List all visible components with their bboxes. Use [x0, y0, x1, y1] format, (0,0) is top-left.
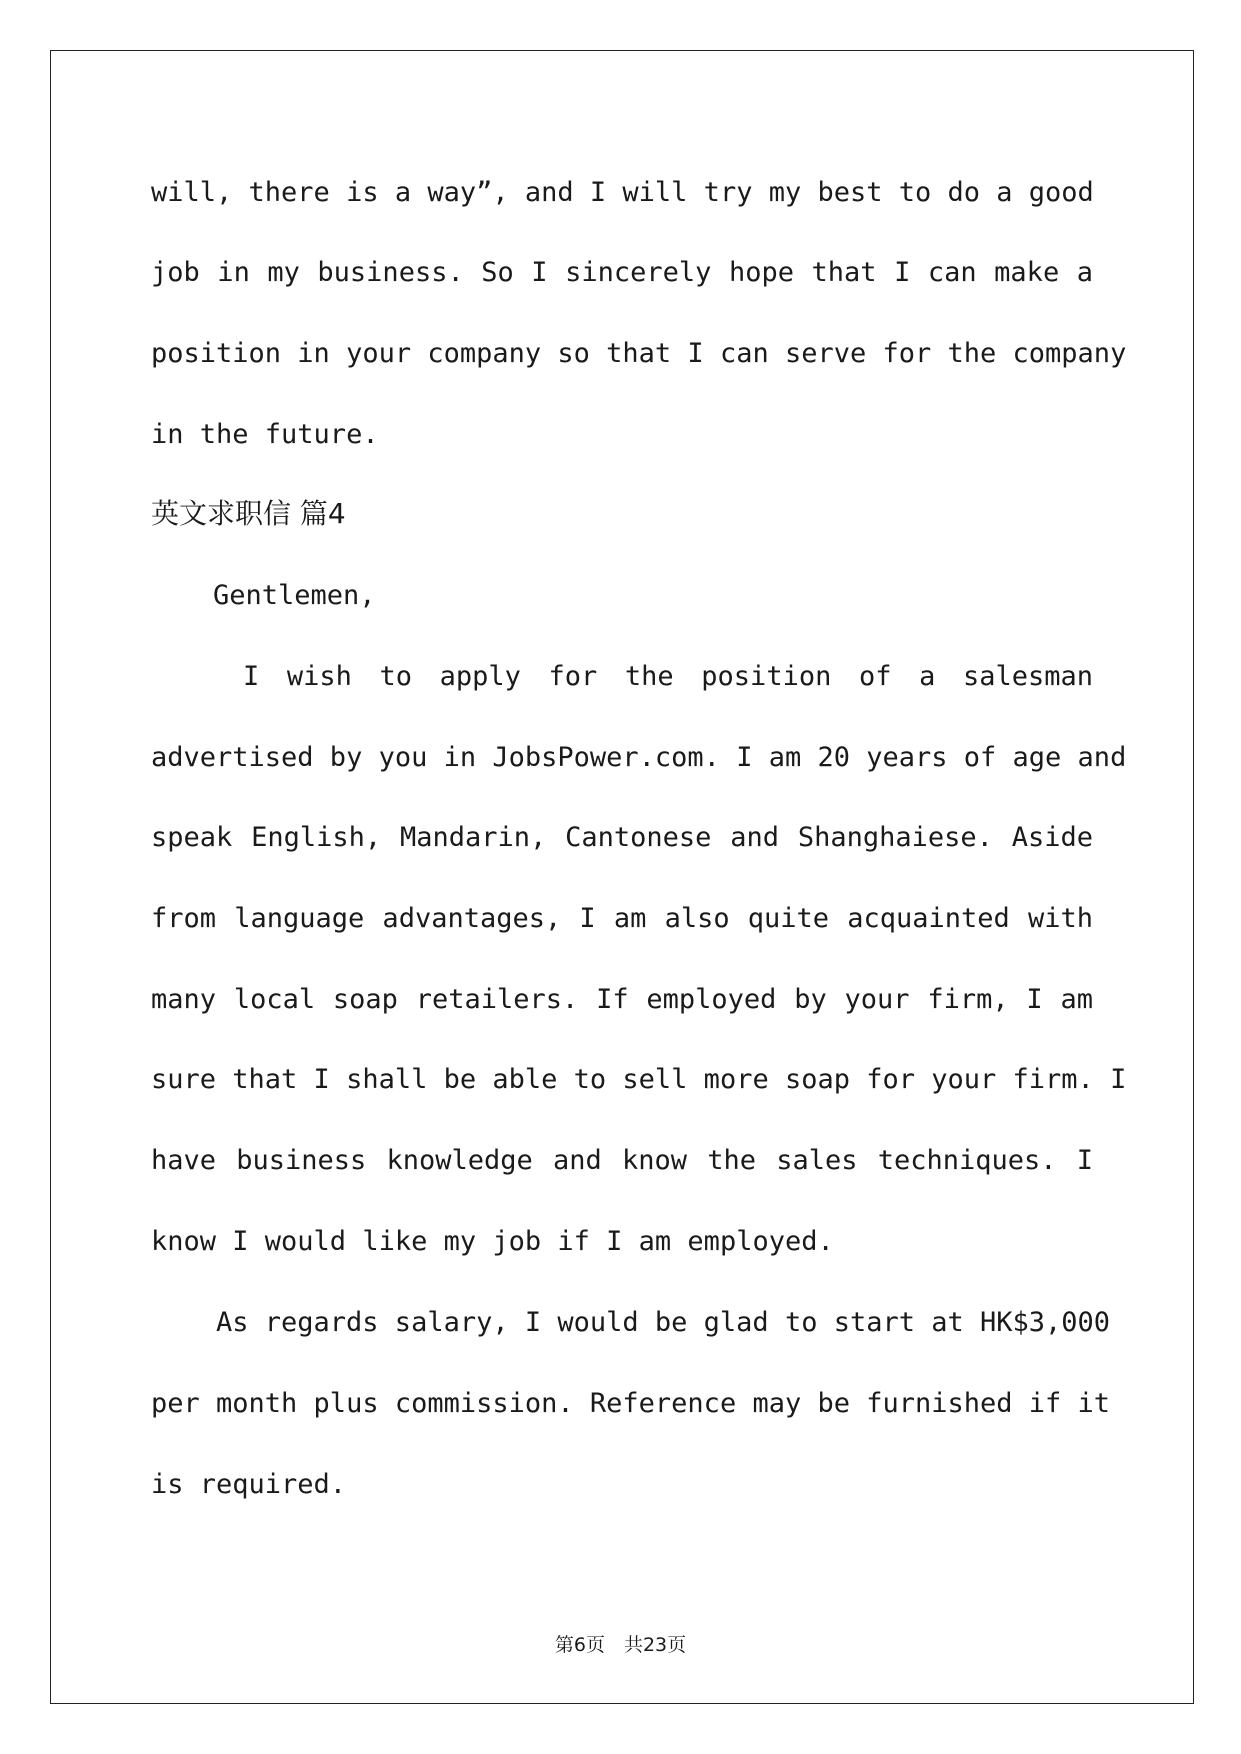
section-heading: 英文求职信 篇4: [151, 497, 346, 530]
text-line: per month plus commission. Reference may be furnished if it: [151, 1388, 1111, 1419]
salutation: Gentlemen,: [213, 580, 376, 611]
text-line: in the future.: [151, 419, 379, 450]
text-line: know I would like my job if I am employed.: [151, 1226, 834, 1257]
text-line: from language advantages, I am also quite acquainted with: [151, 903, 1093, 934]
text-line: will, there is a way”, and I will try my best to do a good: [151, 177, 1094, 208]
text-line: have business knowledge and know the sales techniques. I: [151, 1145, 1093, 1176]
text-line: position in your company so that I can serve for the company: [151, 338, 1127, 369]
text-line: job in my business. So I sincerely hope that I can make a: [151, 257, 1093, 288]
text-line: many local soap retailers. If employed by your firm, I am: [151, 984, 1093, 1015]
page-border: [50, 50, 1194, 1704]
text-line: I wish to apply for the position of a salesman: [243, 661, 1093, 692]
page-number: 第6页 共23页: [554, 1634, 687, 1656]
text-line: speak English, Mandarin, Cantonese and Shanghaiese. Aside: [151, 822, 1093, 853]
text-line: is required.: [151, 1469, 347, 1500]
text-line: sure that I shall be able to sell more soap for your firm. I: [151, 1064, 1127, 1095]
text-line: As regards salary, I would be glad to start at HK$3,000: [216, 1307, 1111, 1338]
text-line: advertised by you in JobsPower.com. I am 20 years of age and: [151, 742, 1127, 773]
